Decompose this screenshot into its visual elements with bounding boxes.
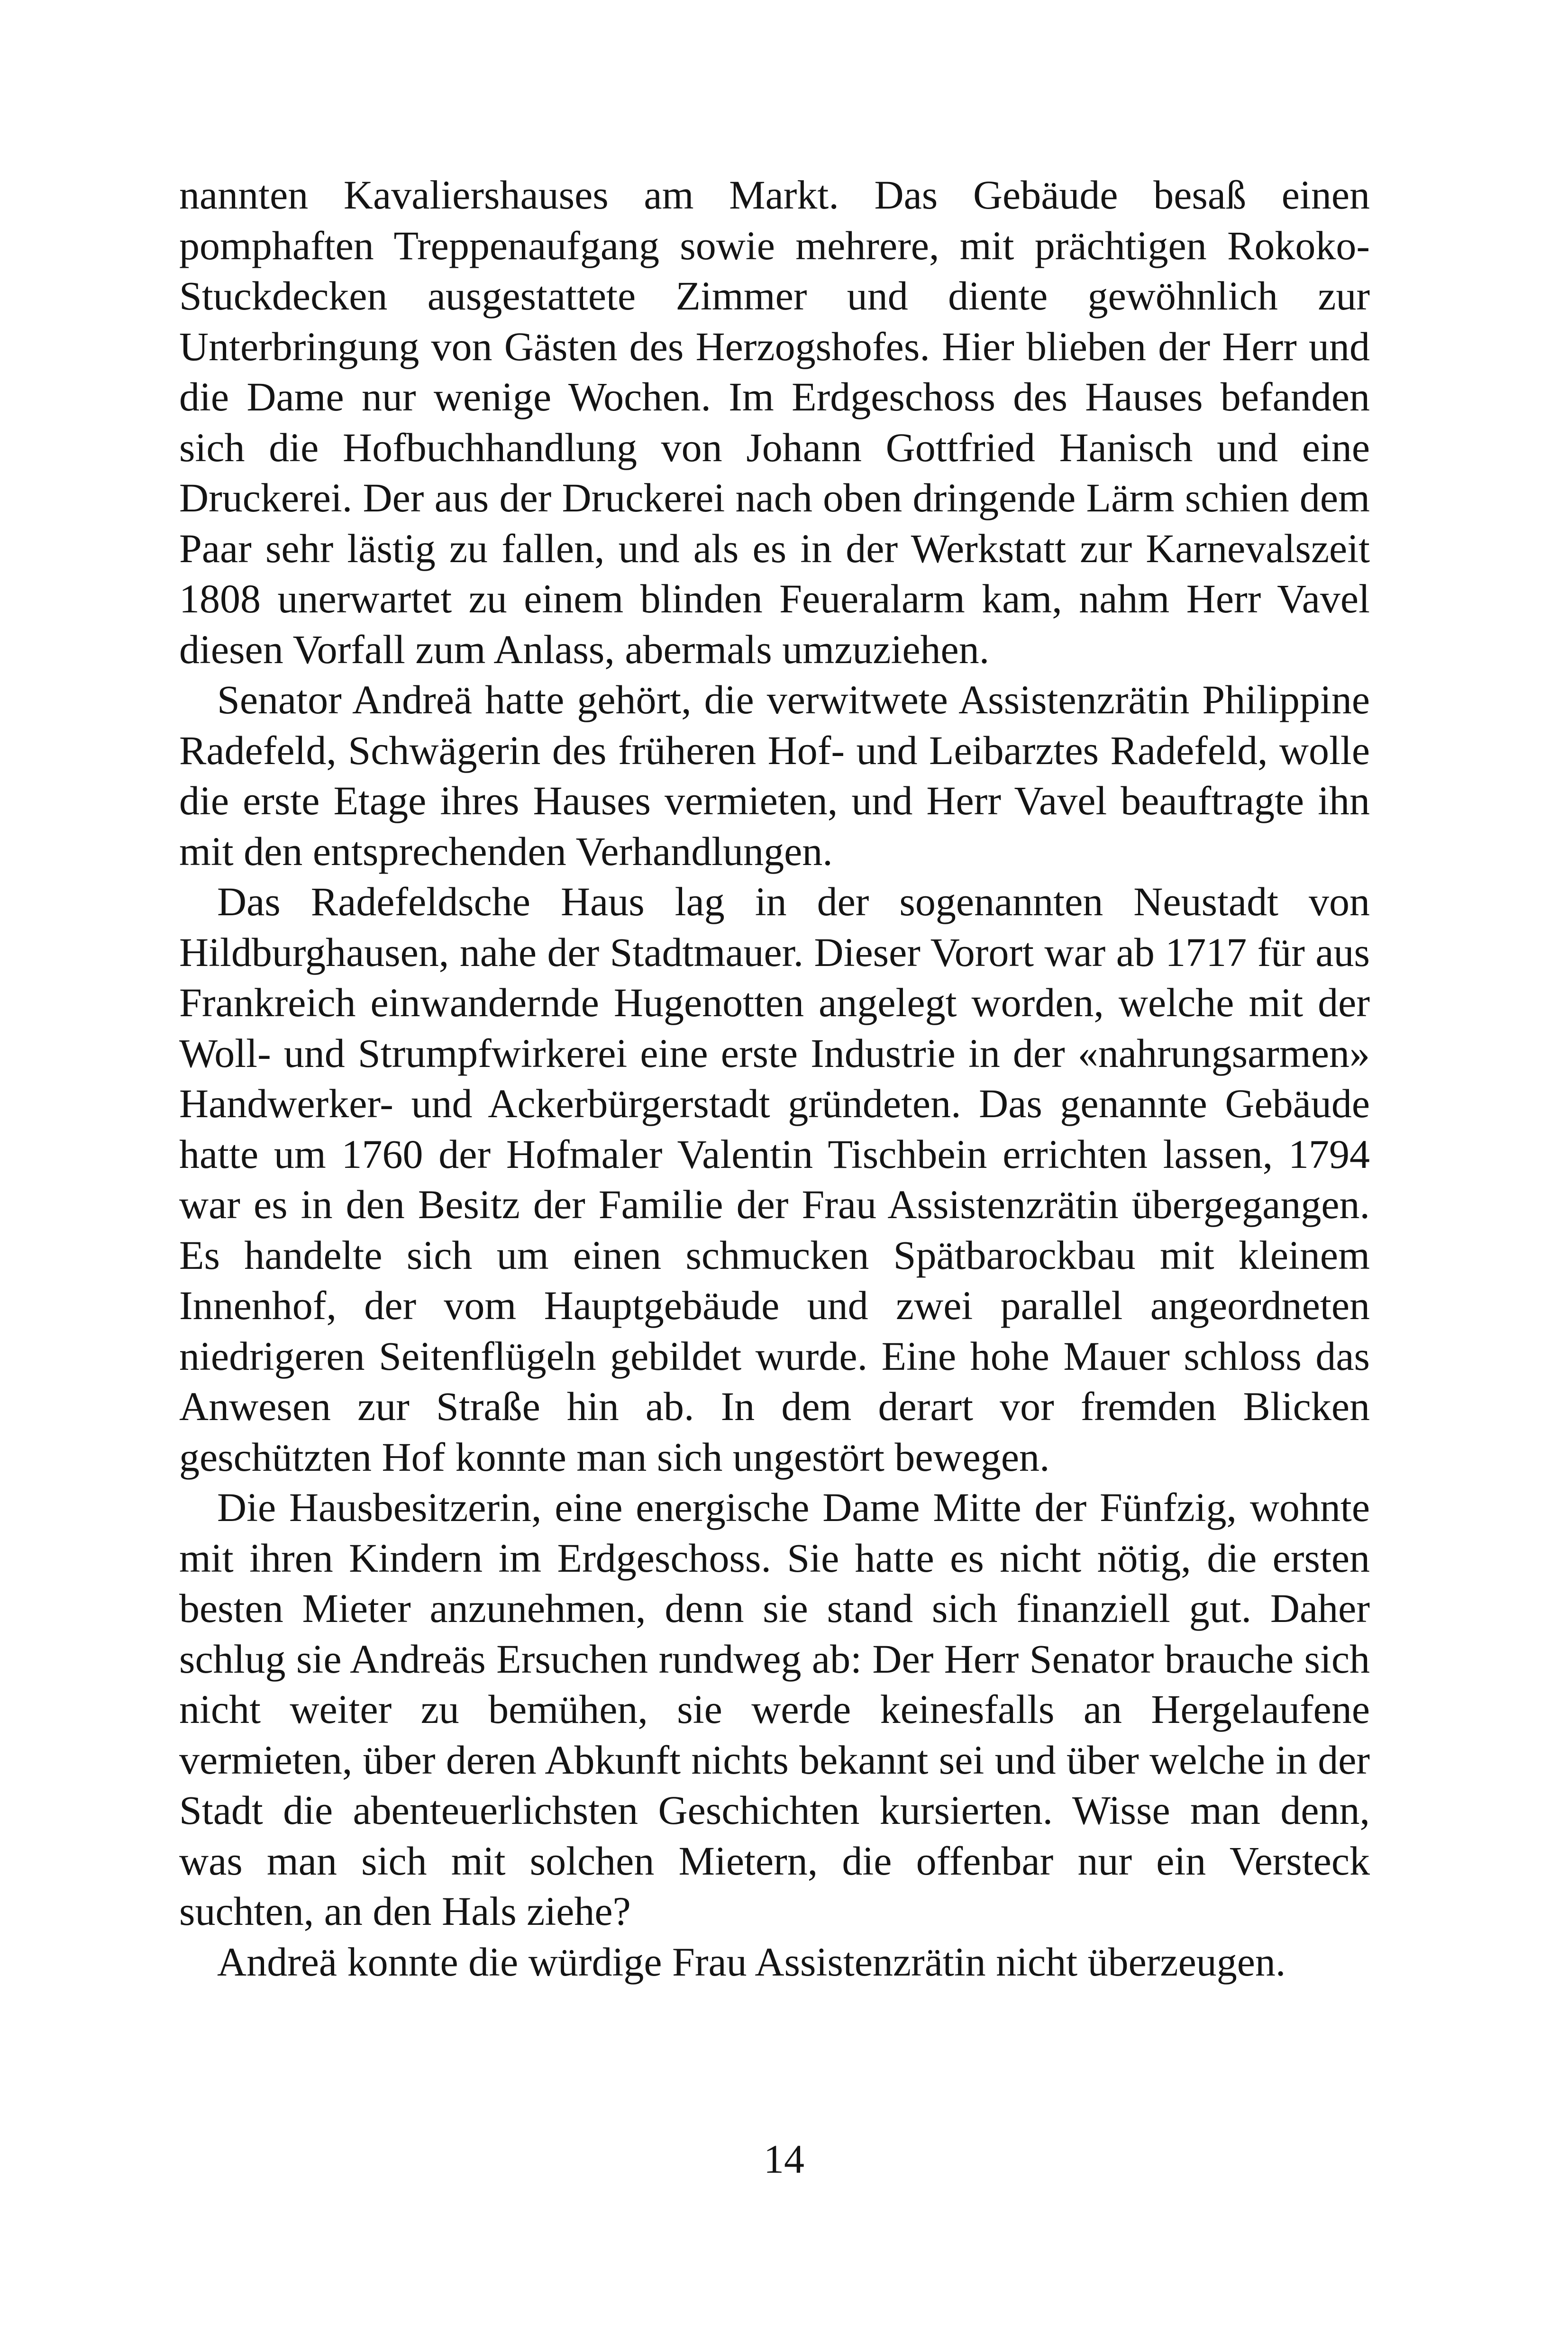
paragraph-5: Andreä konnte die würdige Frau Assistenzrätin nicht überzeugen. — [217, 1939, 1286, 1985]
paragraph-4: Die Hausbesitzerin, eine energische Dame Mitte der Fünfzig, wohnte mit ihren Kindern im Erdgeschoss. Sie hatte es nicht nötig, die ersten besten Mieter anzunehmen, denn sie stand sich finanziell gut. Daher schlug sie Andreäs Ersuchen rundweg ab: Der Herr Senator brauche sich nicht weiter zu bemühen, sie werde keinesfalls an Hergelaufene vermieten, über deren Abkunft nichts bekannt sei und über welche in der Stadt die abenteuerlichsten Geschichten kursierten. Wisse man denn, was man sich mit solchen Mietern, die offenbar nur ein Versteck suchten, an den Hals ziehe? — [179, 1485, 1370, 1934]
paragraph-1: nannten Kavaliershauses am Markt. Das Gebäude besaß einen pomphaften Treppenaufgang sowie mehrere, mit prächtigen Rokoko-Stuckdecken ausgestattete Zimmer und diente gewöhnlich zur Unterbringung von Gästen des Herzogshofes. Hier blieben der Herr und die Dame nur wenige Wochen. Im Erdgeschoss des Hauses befanden sich die Hofbuchhandlung von Johann Gottfried Hanisch und eine Druckerei. Der aus der Druckerei nach oben dringende Lärm schien dem Paar sehr lästig zu fallen, und als es in der Werkstatt zur Karnevalszeit 1808 unerwartet zu einem blinden Feueralarm kam, nahm Herr Vavel diesen Vorfall zum Anlass, abermals umzuziehen. — [179, 172, 1370, 672]
paragraph-3: Das Radefeldsche Haus lag in der sogenannten Neustadt von Hildburghausen, nahe der Stadtmauer. Dieser Vorort war ab 1717 für aus Frankreich einwandernde Hugenotten angelegt worden, welche mit der Woll- und Strumpfwirkerei eine erste Industrie in der «nahrungsarmen» Handwerker- und Ackerbürgerstadt gründeten. Das genannte Gebäude hatte um 1760 der Hofmaler Valentin Tischbein errichten lassen, 1794 war es in den Besitz der Familie der Frau Assistenzrätin übergegangen. Es handelte sich um einen schmucken Spätbarockbau mit kleinem Innenhof, der vom Hauptgebäude und zwei parallel angeordneten niedrigeren Seitenflügeln gebildet wurde. Eine hohe Mauer schloss das Anwesen zur Straße hin ab. In dem derart vor fremden Blicken geschützten Hof konnte man sich ungestört bewegen. — [179, 879, 1370, 1480]
paragraph-2: Senator Andreä hatte gehört, die verwitwete Assistenzrätin Philippine Radefeld, Schwägerin des früheren Hof- und Leibarztes Radefeld, wolle die erste Etage ihres Hauses vermieten, und Herr Vavel beauftragte ihn mit den entsprechenden Verhandlungen. — [179, 677, 1370, 874]
body-text — [179, 170, 1370, 1987]
page-number: 14 — [764, 2136, 804, 2182]
